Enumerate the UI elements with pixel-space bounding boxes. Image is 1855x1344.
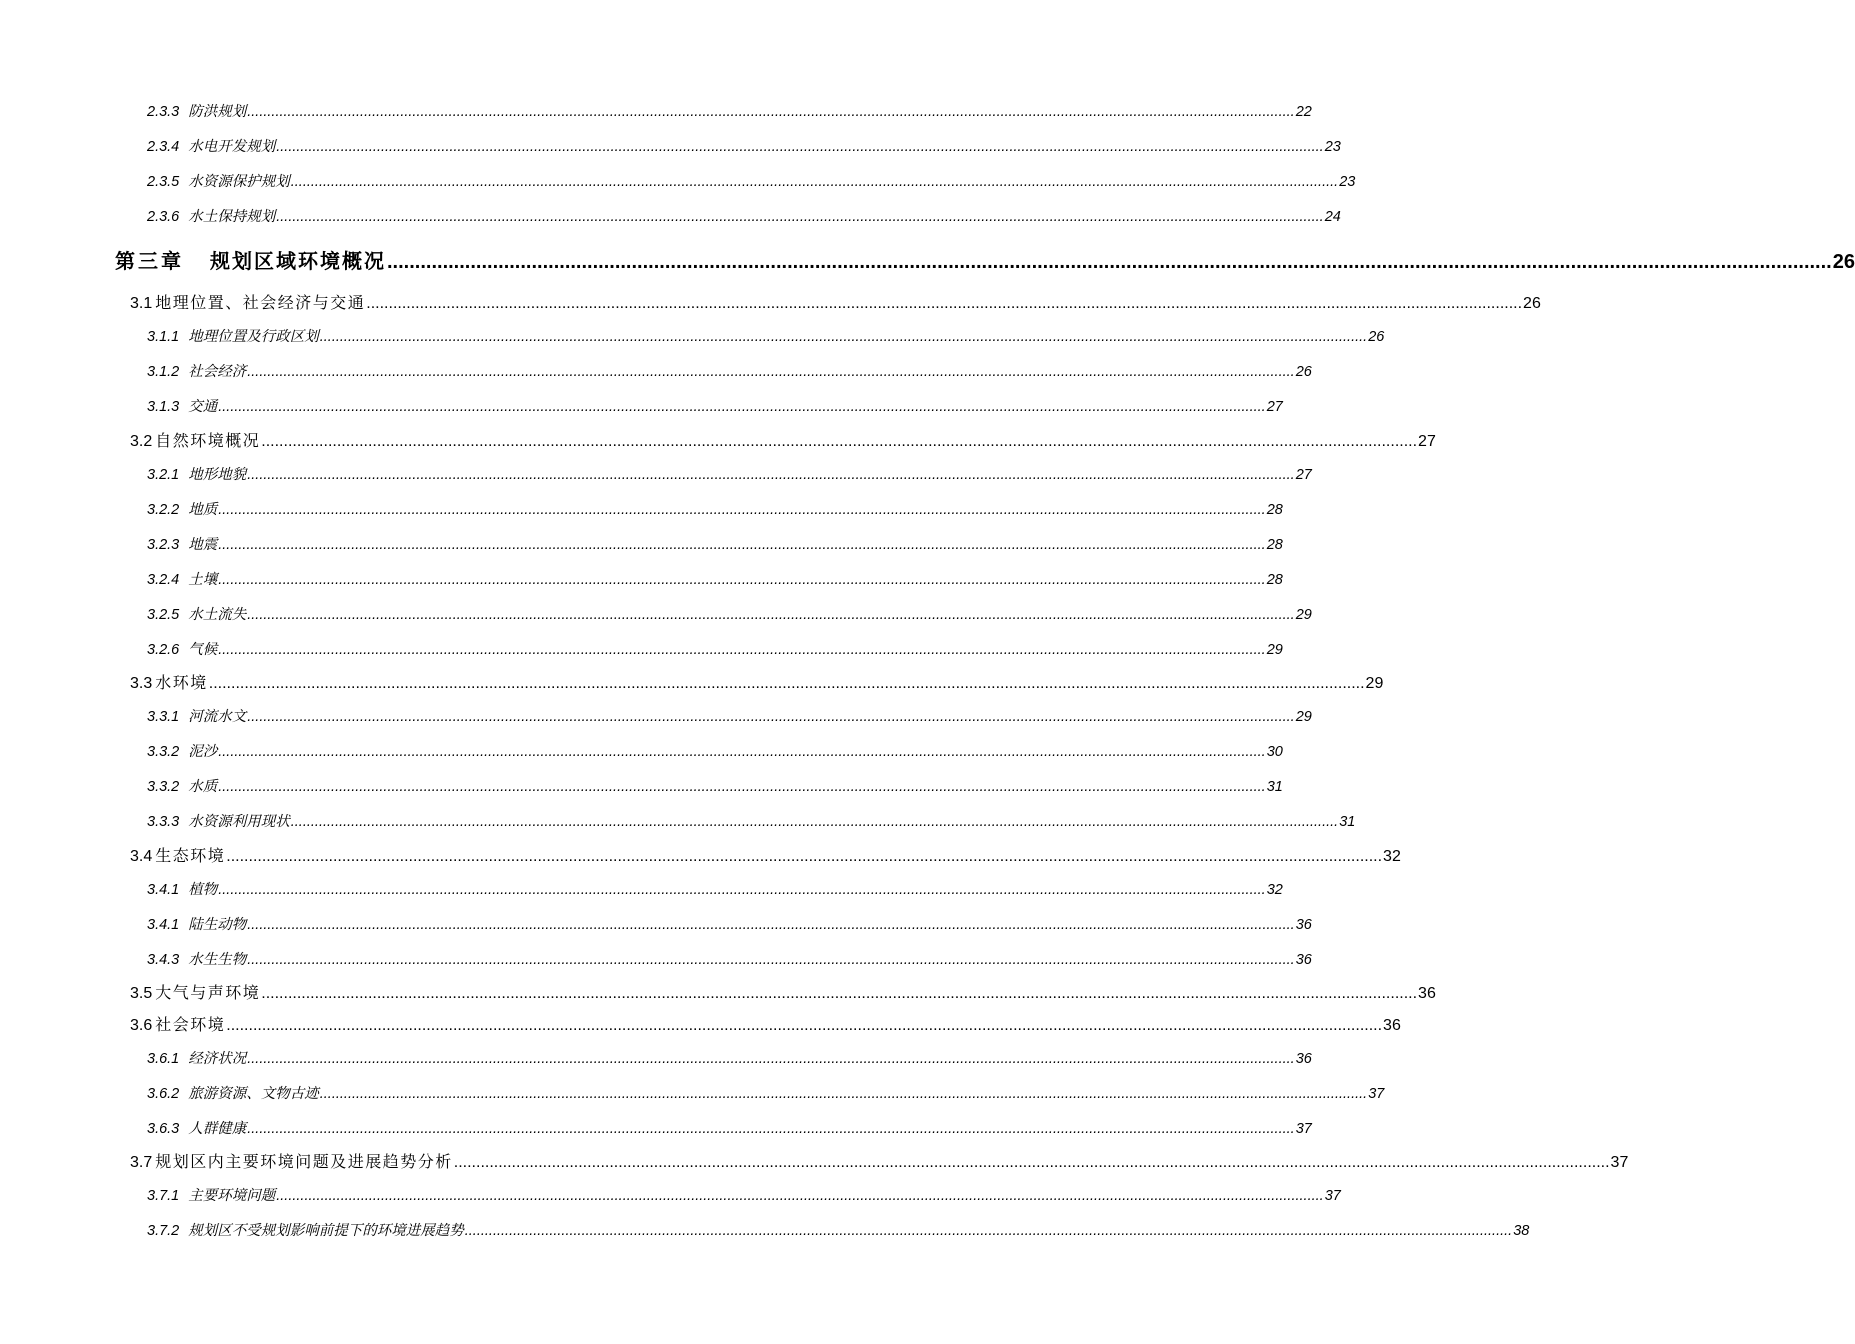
- toc-entry-title: [147, 705, 246, 726]
- toc-entry[interactable]: [130, 980, 1436, 1003]
- toc-leader-dots: ....................................................................................................................................................................................................................................................................: [247, 1051, 1295, 1067]
- toc-entry-page: 31: [1339, 814, 1356, 830]
- toc-entry-page: 26: [1832, 251, 1855, 273]
- toc-entry-title: [147, 205, 275, 226]
- toc-leader-dots: ....................................................................................................................................................................................................................................................................: [247, 364, 1295, 380]
- toc-entry-title: [147, 568, 217, 589]
- toc-entry-page: 36: [1295, 952, 1312, 968]
- toc-entry-page: 29: [1295, 709, 1312, 725]
- toc-entry-page: 32: [1266, 882, 1283, 898]
- toc-entry-title: [147, 913, 246, 934]
- toc-entry-text: 主要环境问题: [188, 1188, 276, 1204]
- toc-entry-page: 29: [1266, 642, 1283, 658]
- toc-entry-title: [147, 1082, 319, 1103]
- toc-entry[interactable]: [147, 878, 1283, 899]
- toc-leader-dots: ....................................................................................................................................................................................................................................................................: [276, 209, 1324, 225]
- toc-entry-page: 37: [1324, 1188, 1341, 1204]
- toc-entry-text: 地震: [188, 537, 218, 553]
- toc-leader-dots: ....................................................................................................................................................................................................................................................................: [218, 882, 1266, 898]
- toc-entry[interactable]: [147, 135, 1341, 156]
- toc-entry-number: 3.7: [130, 1154, 153, 1171]
- toc-entry-page: 28: [1266, 502, 1283, 518]
- toc-entry[interactable]: [147, 913, 1312, 934]
- toc-entry[interactable]: [147, 1117, 1312, 1138]
- toc-leader-dots: ....................................................................................................................................................................................................................................................................: [319, 329, 1368, 345]
- toc-leader-dots: ....................................................................................................................................................................................................................................................................: [319, 1086, 1368, 1102]
- toc-entry-page: 36: [1295, 917, 1312, 933]
- toc-leader-dots: ....................................................................................................................................................................................................................................................................: [290, 174, 1339, 190]
- toc-leader-dots: ....................................................................................................................................................................................................................................................................: [290, 814, 1339, 830]
- toc-entry[interactable]: [147, 775, 1283, 796]
- toc-entry-title: [147, 395, 217, 416]
- toc-entry-title: [130, 980, 260, 1003]
- toc-entry[interactable]: [130, 1012, 1401, 1035]
- toc-entry-text: 人群健康: [188, 1121, 247, 1137]
- toc-entry-title: [147, 1047, 246, 1068]
- toc-entry-text: 水土流失: [188, 607, 247, 623]
- toc-leader-dots: ....................................................................................................................................................................................................................................................................: [218, 642, 1266, 658]
- toc-entry-number: 3.6.3: [147, 1121, 180, 1137]
- toc-entry[interactable]: [115, 245, 1855, 274]
- toc-entry-number: 3.5: [130, 985, 153, 1002]
- toc-entry-title: [147, 603, 246, 624]
- toc-entry-title: [147, 100, 246, 121]
- toc-entry[interactable]: [147, 1082, 1385, 1103]
- toc-entry[interactable]: [130, 843, 1401, 866]
- toc-entry-page: 36: [1295, 1051, 1312, 1067]
- toc-entry-title: [130, 1149, 453, 1172]
- toc-entry-number: 3.1: [130, 295, 153, 312]
- toc-entry-text: 水资源利用现状: [188, 814, 290, 830]
- toc-entry-number: 3.2.6: [147, 642, 180, 658]
- toc-entry-page: 32: [1383, 848, 1401, 865]
- toc-entry-number: 3.4.3: [147, 952, 180, 968]
- toc-leader-dots: ....................................................................................................................................................................................................................................................................: [208, 675, 1365, 692]
- toc-entry-number: 3.6.1: [147, 1051, 180, 1067]
- toc-entry-page: 27: [1295, 467, 1312, 483]
- toc-entry-number: 3.3.2: [147, 744, 180, 760]
- toc-entry-text: 生态环境: [155, 848, 226, 865]
- toc-entry-number: 3.2.5: [147, 607, 180, 623]
- toc-entry[interactable]: [130, 428, 1436, 451]
- toc-entry-title: [147, 325, 319, 346]
- toc-entry[interactable]: [147, 533, 1283, 554]
- toc-entry-title: [147, 948, 246, 969]
- toc-entry-number: 3.1.1: [147, 329, 180, 345]
- toc-entry-number: 3.2.3: [147, 537, 180, 553]
- toc-entry-page: 38: [1513, 1223, 1530, 1239]
- toc-entry-text: 水质: [188, 779, 218, 795]
- toc-entry-number: 3.2.1: [147, 467, 180, 483]
- toc-entry-title: [130, 1012, 225, 1035]
- toc-leader-dots: ....................................................................................................................................................................................................................................................................: [247, 952, 1295, 968]
- toc-entry-number: 3.1.3: [147, 399, 180, 415]
- toc-entry-text: 泥沙: [188, 744, 218, 760]
- toc-entry-page: 37: [1368, 1086, 1385, 1102]
- toc-entry-number: 3.4.1: [147, 882, 180, 898]
- toc-entry-text: 交通: [188, 399, 218, 415]
- toc-entry[interactable]: [147, 360, 1312, 381]
- toc-entry[interactable]: [147, 740, 1283, 761]
- toc-entry-page: 24: [1324, 209, 1341, 225]
- toc-entry-title: [147, 498, 217, 519]
- toc-entry-title: [147, 533, 217, 554]
- toc-leader-dots: ....................................................................................................................................................................................................................................................................: [218, 744, 1266, 760]
- toc-entry-page: 22: [1295, 104, 1312, 120]
- toc-entry-text: 大气与声环境: [155, 985, 261, 1002]
- toc-entry[interactable]: [147, 1219, 1530, 1240]
- toc-entry-number: 3.4: [130, 848, 153, 865]
- toc-entry-title: [147, 170, 290, 191]
- toc-leader-dots: ....................................................................................................................................................................................................................................................................: [261, 433, 1418, 450]
- toc-entry-text: 旅游资源、文物古迹: [188, 1086, 319, 1102]
- toc-entry-text: 水电开发规划: [188, 139, 276, 155]
- toc-entry-page: 37: [1295, 1121, 1312, 1137]
- toc-leader-dots: ....................................................................................................................................................................................................................................................................: [218, 537, 1266, 553]
- toc-entry-number: 3.7.2: [147, 1223, 180, 1239]
- toc-entry[interactable]: [147, 205, 1341, 226]
- toc-entry-text: 地形地貌: [188, 467, 247, 483]
- toc-entry-title: [130, 843, 225, 866]
- toc-entry-title: [147, 740, 217, 761]
- toc-entry-text: 社会经济: [188, 364, 247, 380]
- toc-entry-title: [130, 428, 260, 451]
- toc-leader-dots: ....................................................................................................................................................................................................................................................................: [276, 139, 1324, 155]
- toc-entry-page: 28: [1266, 537, 1283, 553]
- toc-entry-number: 3.2: [130, 433, 153, 450]
- toc-entry[interactable]: [147, 810, 1356, 831]
- toc-entry-page: 36: [1383, 1017, 1401, 1034]
- toc-leader-dots: ....................................................................................................................................................................................................................................................................: [453, 1154, 1610, 1171]
- toc-entry-text: 河流水文: [188, 709, 247, 725]
- toc-entry[interactable]: [147, 325, 1385, 346]
- toc-leader-dots: ....................................................................................................................................................................................................................................................................: [247, 467, 1295, 483]
- toc-entry-text: 地理位置、社会经济与交通: [155, 295, 366, 312]
- toc-leader-dots: ....................................................................................................................................................................................................................................................................: [261, 985, 1418, 1002]
- toc-leader-dots: ....................................................................................................................................................................................................................................................................: [218, 779, 1266, 795]
- toc-entry-text: 陆生动物: [188, 917, 247, 933]
- toc-entry-text: 地质: [188, 502, 218, 518]
- toc-entry-number: 第三章: [115, 249, 184, 273]
- toc-leader-dots: ....................................................................................................................................................................................................................................................................: [387, 251, 1832, 273]
- toc-entry-text: 地理位置及行政区划: [188, 329, 319, 345]
- toc-leader-dots: ....................................................................................................................................................................................................................................................................: [247, 607, 1295, 623]
- toc-entry-title: [147, 1117, 246, 1138]
- toc-entry-number: 3.3.2: [147, 779, 180, 795]
- toc-entry-page: 23: [1339, 174, 1356, 190]
- toc-entry-text: 规划区域环境概况: [210, 251, 386, 273]
- toc-entry-text: 水环境: [155, 675, 208, 692]
- toc-leader-dots: ....................................................................................................................................................................................................................................................................: [464, 1223, 1513, 1239]
- toc-entry-number: 2.3.4: [147, 139, 180, 155]
- toc-entry[interactable]: [147, 638, 1283, 659]
- toc-entry-page: 29: [1295, 607, 1312, 623]
- toc-entry-text: 社会环境: [155, 1017, 226, 1034]
- toc-entry[interactable]: [147, 1047, 1312, 1068]
- toc-entry[interactable]: [147, 705, 1312, 726]
- toc-entry-number: 2.3.5: [147, 174, 180, 190]
- toc-entry[interactable]: [147, 170, 1356, 191]
- toc-entry[interactable]: [130, 1149, 1629, 1172]
- toc-entry-number: 3.6.2: [147, 1086, 180, 1102]
- toc-entry-number: 3.2.4: [147, 572, 180, 588]
- toc-entry-page: 30: [1266, 744, 1283, 760]
- toc-entry-text: 植物: [188, 882, 218, 898]
- toc-entry-number: 2.3.6: [147, 209, 180, 225]
- toc-entry-number: 3.6: [130, 1017, 153, 1034]
- toc-entry-title: [147, 1219, 464, 1240]
- toc-leader-dots: ....................................................................................................................................................................................................................................................................: [218, 399, 1266, 415]
- toc-entry-title: [147, 638, 217, 659]
- toc-leader-dots: ....................................................................................................................................................................................................................................................................: [218, 572, 1266, 588]
- toc-entry-title: [147, 1184, 275, 1205]
- toc-entry[interactable]: [130, 670, 1384, 693]
- toc-entry-title: [147, 775, 217, 796]
- toc-entry-number: 3.7.1: [147, 1188, 180, 1204]
- toc-entry-title: [115, 245, 386, 274]
- toc-leader-dots: ....................................................................................................................................................................................................................................................................: [226, 848, 1383, 865]
- toc-entry-title: [147, 463, 246, 484]
- toc-entry-page: 37: [1610, 1154, 1629, 1171]
- toc-leader-dots: ....................................................................................................................................................................................................................................................................: [247, 104, 1295, 120]
- toc-entry-page: 27: [1266, 399, 1283, 415]
- toc-entry-number: 3.2.2: [147, 502, 180, 518]
- toc-entry[interactable]: [147, 395, 1283, 416]
- toc-leader-dots: ....................................................................................................................................................................................................................................................................: [247, 917, 1295, 933]
- toc-entry-title: [147, 878, 217, 899]
- toc-entry[interactable]: [147, 568, 1283, 589]
- toc-entry-page: 36: [1418, 985, 1436, 1002]
- toc-entry-number: 3.4.1: [147, 917, 180, 933]
- toc-entry-text: 土壤: [188, 572, 218, 588]
- toc-entry[interactable]: [147, 1184, 1341, 1205]
- toc-entry-page: 26: [1295, 364, 1312, 380]
- toc-entry-page: 26: [1523, 295, 1541, 312]
- toc-entry-number: 2.3.3: [147, 104, 180, 120]
- toc-entry[interactable]: [147, 100, 1312, 121]
- toc-entry-title: [130, 290, 365, 313]
- toc-entry-text: 水土保持规划: [188, 209, 276, 225]
- toc-entry-page: 31: [1266, 779, 1283, 795]
- toc-leader-dots: ....................................................................................................................................................................................................................................................................: [226, 1017, 1383, 1034]
- toc-entry[interactable]: [147, 603, 1312, 624]
- toc-entry-text: 气候: [188, 642, 218, 658]
- toc-entry-text: 防洪规划: [188, 104, 247, 120]
- toc-entry-page: 28: [1266, 572, 1283, 588]
- toc-entry-number: 3.3: [130, 675, 153, 692]
- toc-leader-dots: ....................................................................................................................................................................................................................................................................: [276, 1188, 1324, 1204]
- toc-entry[interactable]: [147, 948, 1312, 969]
- toc-entry-text: 经济状况: [188, 1051, 247, 1067]
- toc-entry-title: [147, 135, 275, 156]
- toc-entry-page: 26: [1368, 329, 1385, 345]
- toc-entry-number: 3.3.1: [147, 709, 180, 725]
- toc-entry-number: 3.3.3: [147, 814, 180, 830]
- toc-leader-dots: ....................................................................................................................................................................................................................................................................: [218, 502, 1266, 518]
- toc-entry-text: 规划区不受规划影响前提下的环境进展趋势: [188, 1223, 464, 1239]
- toc-entry-text: 水资源保护规划: [188, 174, 290, 190]
- toc-entry[interactable]: [130, 290, 1541, 313]
- toc-entry-title: [147, 360, 246, 381]
- toc-entry-title: [130, 670, 208, 693]
- toc-leader-dots: ....................................................................................................................................................................................................................................................................: [366, 295, 1523, 312]
- toc-entry-text: 水生生物: [188, 952, 247, 968]
- toc-leader-dots: ....................................................................................................................................................................................................................................................................: [247, 1121, 1295, 1137]
- toc-entry-page: 27: [1418, 433, 1436, 450]
- toc-entry-page: 23: [1324, 139, 1341, 155]
- toc-entry-text: 规划区内主要环境问题及进展趋势分析: [155, 1154, 453, 1171]
- toc-entry[interactable]: [147, 498, 1283, 519]
- toc-entry-text: 自然环境概况: [155, 433, 261, 450]
- toc-leader-dots: ....................................................................................................................................................................................................................................................................: [247, 709, 1295, 725]
- toc-entry-number: 3.1.2: [147, 364, 180, 380]
- toc-entry[interactable]: [147, 463, 1312, 484]
- toc-entry-page: 29: [1365, 675, 1384, 692]
- toc-entry-title: [147, 810, 290, 831]
